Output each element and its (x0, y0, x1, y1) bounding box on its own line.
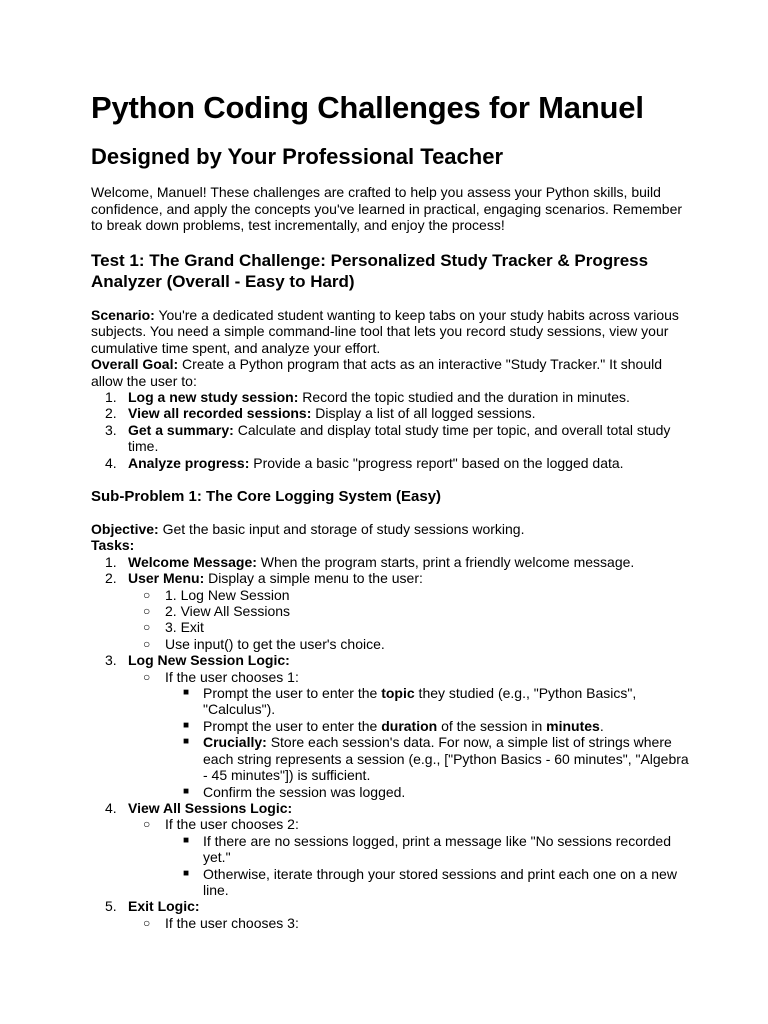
step-item: ■ Prompt the user to enter the duration of the session in minutes. (183, 717, 604, 734)
circle-bullet-icon: ○ (143, 636, 151, 651)
choice-item: ○ If the user chooses 1: (143, 668, 299, 685)
menu-option: ○ 2. View All Sessions (143, 603, 291, 620)
sub1-heading: Sub-Problem 1: The Core Logging System (Easy) (91, 488, 442, 505)
tasks-label: Tasks: (91, 537, 135, 554)
circle-bullet-icon: ○ (143, 915, 151, 930)
circle-bullet-icon: ○ (143, 817, 151, 832)
square-bullet-icon: ■ (183, 834, 190, 846)
task-list (91, 554, 691, 931)
goal-label: Overall Goal: (91, 356, 179, 373)
document-title: Python Coding Challenges for Manuel (91, 90, 644, 125)
circle-bullet-icon: ○ (143, 587, 151, 602)
square-bullet-icon: ■ (183, 719, 190, 731)
step-item: ■ Prompt the user to enter the topic they studied (e.g., "Python Basics", "Calculus"). (183, 685, 637, 718)
square-bullet-icon: ■ (183, 687, 190, 699)
square-bullet-icon: ■ (183, 867, 190, 879)
goal-list (91, 389, 691, 471)
square-bullet-icon: ■ (183, 736, 190, 748)
goal-item: 3. Get a summary: Calculate and display total study time per topic, and overall total study time. (105, 421, 671, 455)
step-item: ■ Otherwise, iterate through your stored sessions and print each one on a new line. (183, 865, 677, 898)
step-item: ■ Confirm the session was logged. (183, 783, 406, 800)
circle-bullet-icon: ○ (143, 620, 151, 635)
choice-item: ○ If the user chooses 2: (143, 816, 299, 833)
scenario-paragraph (91, 307, 691, 356)
sub1-body (91, 521, 691, 931)
intro-paragraph: Welcome, Manuel! These challenges are crafted to help you assess your Python skills, build confidence, and apply the concepts you've learned in practical, engaging scenarios. Remember to break down problems, test incrementally, and enjoy the process! (91, 184, 683, 234)
test1-body (91, 307, 691, 471)
menu-option: ○ 3. Exit (143, 619, 204, 636)
task-item: 5. Exit Logic: (105, 898, 200, 915)
task-item: 1. Welcome Message: When the program starts, print a friendly welcome message. (105, 553, 635, 570)
menu-option: ○ Use input() to get the user's choice. (143, 635, 385, 652)
task-item: 2. User Menu: Display a simple menu to the user: (105, 570, 423, 587)
scenario-text: You're a dedicated student wanting to keep tabs on your study habits across various subjects. You need a simple command-line tool that lets you record study sessions, view your cumulative time spent, and analyze your effort. (91, 307, 679, 356)
objective-paragraph: Objective: Get the basic input and storage of study sessions working. (91, 521, 525, 537)
goal-item: 4. Analyze progress: Provide a basic "progress report" based on the logged data. (105, 454, 624, 471)
square-bullet-icon: ■ (183, 785, 190, 797)
menu-option: ○ 1. Log New Session (143, 586, 290, 603)
goal-item: 1. Log a new study session: Record the topic studied and the duration in minutes. (105, 389, 630, 406)
choice-item: ○ If the user chooses 3: (143, 914, 299, 931)
task-item: 4. View All Sessions Logic: (105, 799, 293, 816)
goal-paragraph (91, 356, 691, 389)
goal-item: 2. View all recorded sessions: Display a list of all logged sessions. (105, 405, 536, 422)
circle-bullet-icon: ○ (143, 669, 151, 684)
document-subtitle: Designed by Your Professional Teacher (91, 144, 504, 169)
scenario-label: Scenario: (91, 307, 155, 323)
step-item: ■ Crucially: Store each session's data. For now, a simple list of strings where each string represents a session (e.g., ["Python Basics - 60 minutes", "Algebra - 45 minutes"]) is sufficient. (183, 734, 689, 784)
circle-bullet-icon: ○ (143, 604, 151, 619)
goal-text: Create a Python program that acts as an interactive "Study Tracker." It should allow the user to: (91, 356, 663, 389)
task-item: 3. Log New Session Logic: (105, 652, 290, 669)
step-item: ■ If there are no sessions logged, print a message like "No sessions recorded yet." (183, 832, 671, 866)
test1-heading: Test 1: The Grand Challenge: Personalized Study Tracker & Progress Analyzer (Overall - Easy to Hard) (91, 251, 649, 291)
